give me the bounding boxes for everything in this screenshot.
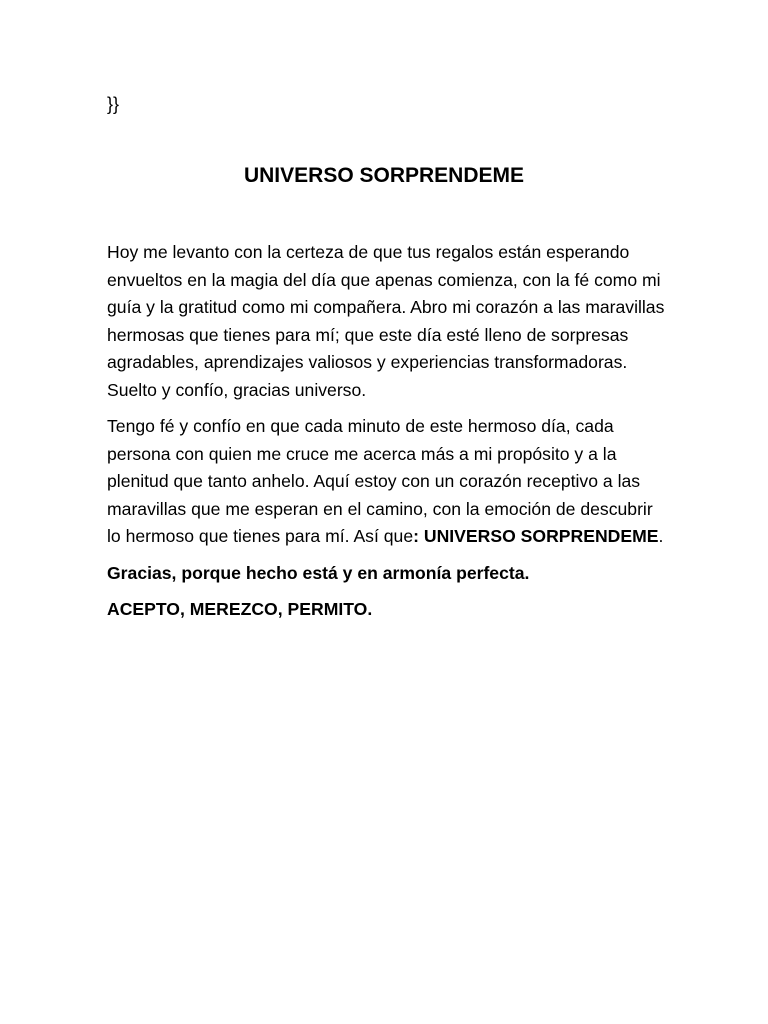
document-title: UNIVERSO SORPRENDEME <box>243 164 525 187</box>
paragraph-2-end: . <box>658 526 664 546</box>
paragraph-3: Gracias, porque hecho está y en armonía perfecta. <box>107 562 530 583</box>
paragraph-1: Hoy me levanto con la certeza de que tus regalos están esperando envueltos en la magia del día que apenas comienza, con la fé como mi guía y la gratitud como mi compañera. Abro mi corazón a las maravillas hermosas que tienes para mí; que este día esté lleno de sorpresas agradables, aprendizajes valiosos y experiencias transformadoras. Suelto y confío, gracias universo. <box>107 242 665 400</box>
paragraph-2-bold: : UNIVERSO SORPRENDEME <box>413 526 659 546</box>
document-body <box>107 239 667 633</box>
paragraph-4: ACEPTO, MEREZCO, PERMITO. <box>107 599 373 619</box>
paragraph-2 <box>107 413 667 551</box>
paragraph-2-text: Tengo fé y confío en que cada minuto de este hermoso día, cada persona con quien me cruce me acerca más a mi propósito y a la plenitud que tanto anhelo. Aquí estoy con un corazón receptivo a las maravillas que me esperan en el camino, con la emoción de descubrir lo hermoso que tienes para mí. Así que <box>107 416 653 546</box>
header-marker: }} <box>107 94 120 114</box>
